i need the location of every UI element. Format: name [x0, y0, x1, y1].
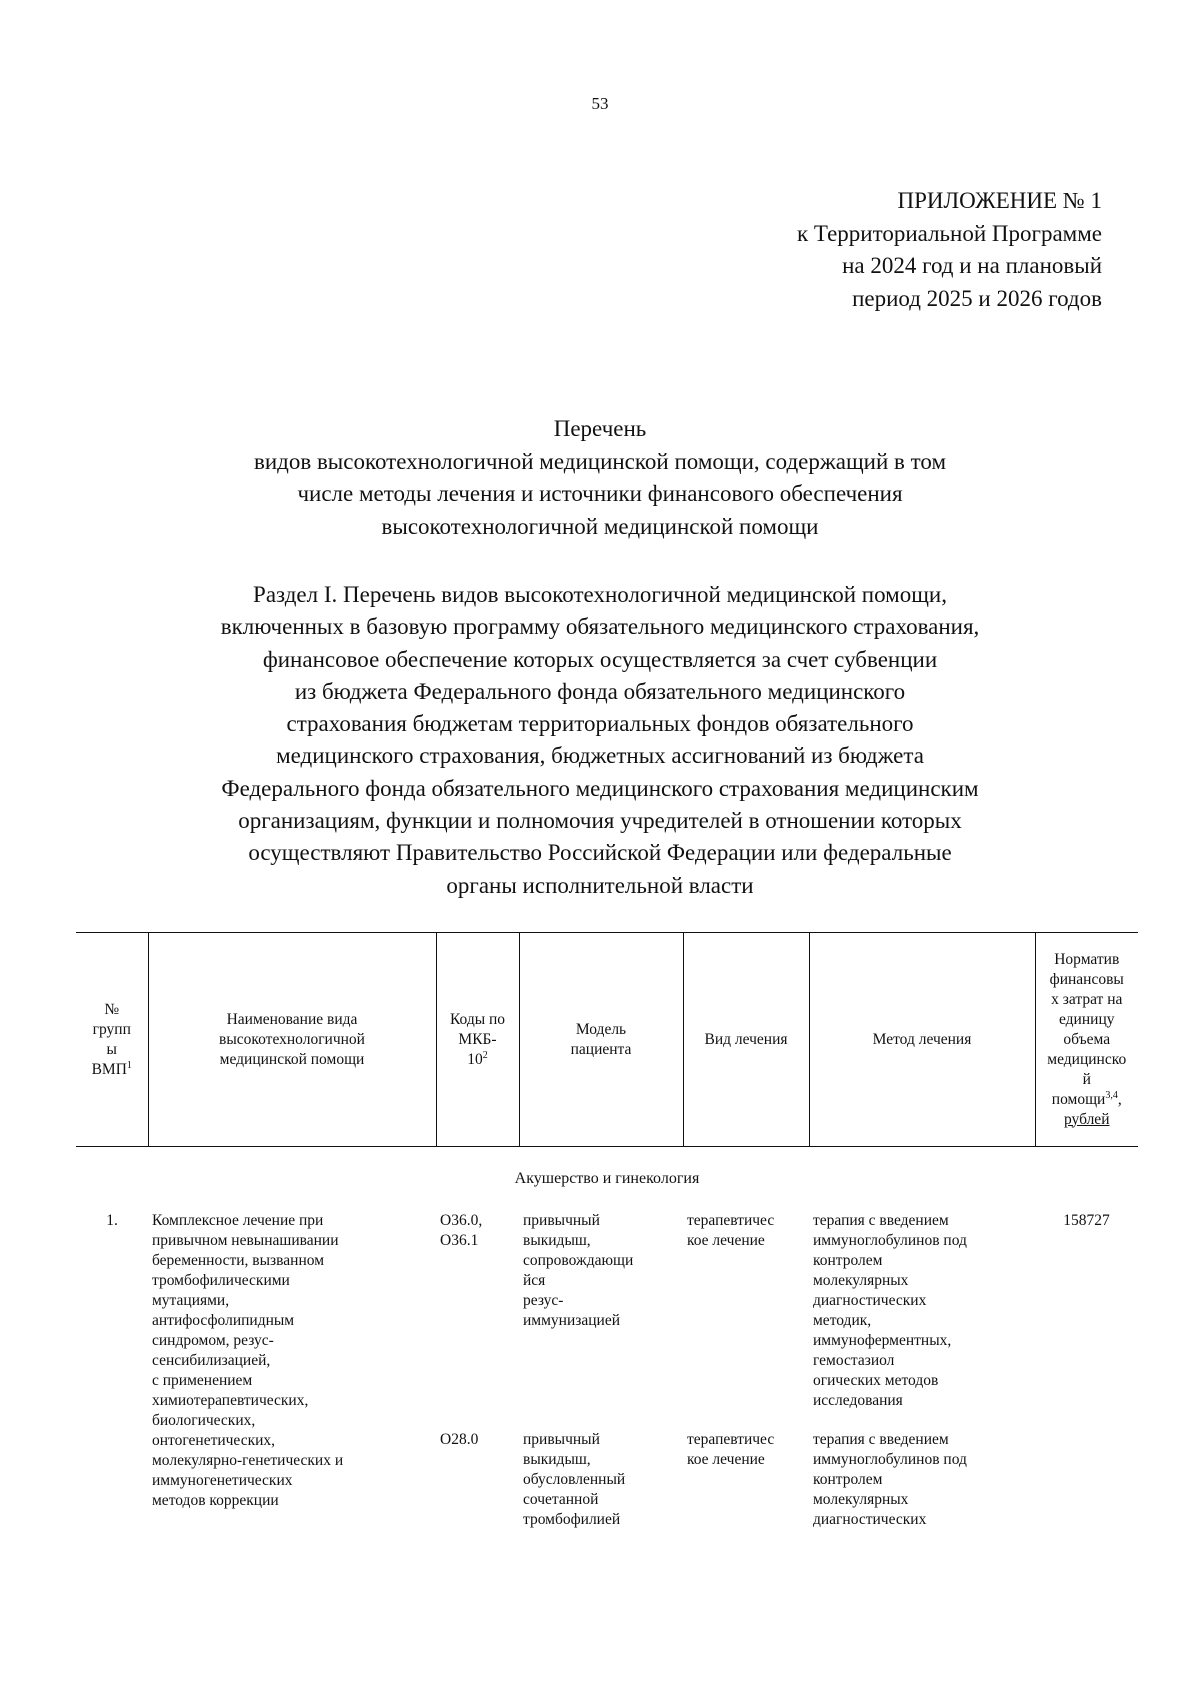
section-line: медицинского страхования, бюджетных ассигнований из бюджета: [276, 743, 924, 769]
appendix-header: [797, 185, 1102, 315]
row-name: Комплексное лечение при привычном невынашивании беременности, вызванном тромбофилическими мутациями, антифосфолипидным синдромом, резус- сенсибилизацией, с применением химиотерапевтических, биологических, онтогенетических, молекулярно-генетических и иммуногенетических методов коррекции: [152, 1212, 344, 1509]
section-line: включенных в базовую программу обязательного медицинского страхования,: [220, 614, 980, 640]
row-treatment-type: терапевтичес кое лечение: [687, 1431, 775, 1468]
section-row-label: Акушерство и гинекология: [514, 1170, 700, 1187]
appendix-line: период 2025 и 2026 годов: [852, 285, 1102, 311]
section-line: Федерального фонда обязательного медицинского страхования медицинским: [221, 775, 979, 801]
section-line: органы исполнительной власти: [446, 872, 754, 898]
row-treatment-type: терапевтичес кое лечение: [687, 1212, 775, 1249]
header-name: Наименование вида высокотехнологичной медицинской помощи: [148, 933, 436, 1147]
header-group-number: № групп ы ВМП$^1$: [76, 933, 148, 1147]
table-section-row: [76, 1147, 1138, 1212]
row-patient-model: привычный выкидыш, обусловленный сочетанной тромбофилией: [523, 1431, 626, 1528]
header-icd-codes: Коды по МКБ- $10^2$: [436, 933, 519, 1147]
title-line: числе методы лечения и источники финансового обеспечения: [297, 481, 903, 506]
title-line: видов высокотехнологичной медицинской помощи, содержащий в том: [253, 448, 947, 474]
section-line: страхования бюджетам территориальных фондов обязательного: [286, 711, 914, 737]
row-treatment-method: терапия с введением иммуноглобулинов под контролем молекулярных диагностических: [813, 1431, 967, 1528]
title-line: высокотехнологичной медицинской помощи: [381, 513, 819, 539]
row-icd-codes: O36.0, O36.1: [440, 1212, 483, 1249]
header-treatment-method: Метод лечения: [809, 933, 1035, 1147]
header-patient-model: Модель пациента: [519, 933, 683, 1147]
title-line: Перечень: [553, 416, 647, 441]
section-line: финансовое обеспечение которых осуществляется за счет субвенции: [262, 646, 938, 672]
table-header-row: [76, 933, 1138, 1147]
appendix-line: на 2024 год и на плановый: [842, 253, 1102, 278]
document-title: [100, 413, 1100, 543]
section-line: осуществляют Правительство Российской Федерации или федеральные: [248, 840, 952, 866]
appendix-line: ПРИЛОЖЕНИЕ № 1: [897, 188, 1102, 213]
row-patient-model: привычный выкидыш, сопровождающи йся резус- иммунизацией: [523, 1212, 634, 1329]
section-line: из бюджета Федерального фонда обязательного медицинского: [294, 678, 906, 704]
row-treatment-method: терапия с введением иммуноглобулинов под контролем молекулярных диагностических методик, иммуноферментных, гемостазиол огических методов исследования: [813, 1212, 967, 1409]
appendix-line: к Территориальной Программе: [797, 220, 1102, 246]
row-icd-codes: O28.0: [440, 1431, 479, 1448]
header-financial-norm: Норматив финансовы х затрат на единицу объема медицинско й помощи$^{3,4}$, рублей: [1035, 933, 1138, 1147]
table-row: [76, 1211, 1138, 1430]
row-financial-norm: 158727: [1063, 1212, 1110, 1229]
section-line: Раздел I. Перечень видов высокотехнологичной медицинской помощи,: [253, 582, 947, 607]
page-number: 53: [591, 94, 609, 113]
hmc-table: [76, 932, 1138, 1530]
row-number: 1.: [106, 1212, 118, 1229]
section-title: [80, 579, 1120, 902]
header-treatment-type: Вид лечения: [683, 933, 809, 1147]
section-line: организациям, функции и полномочия учредителей в отношении которых: [238, 808, 962, 834]
